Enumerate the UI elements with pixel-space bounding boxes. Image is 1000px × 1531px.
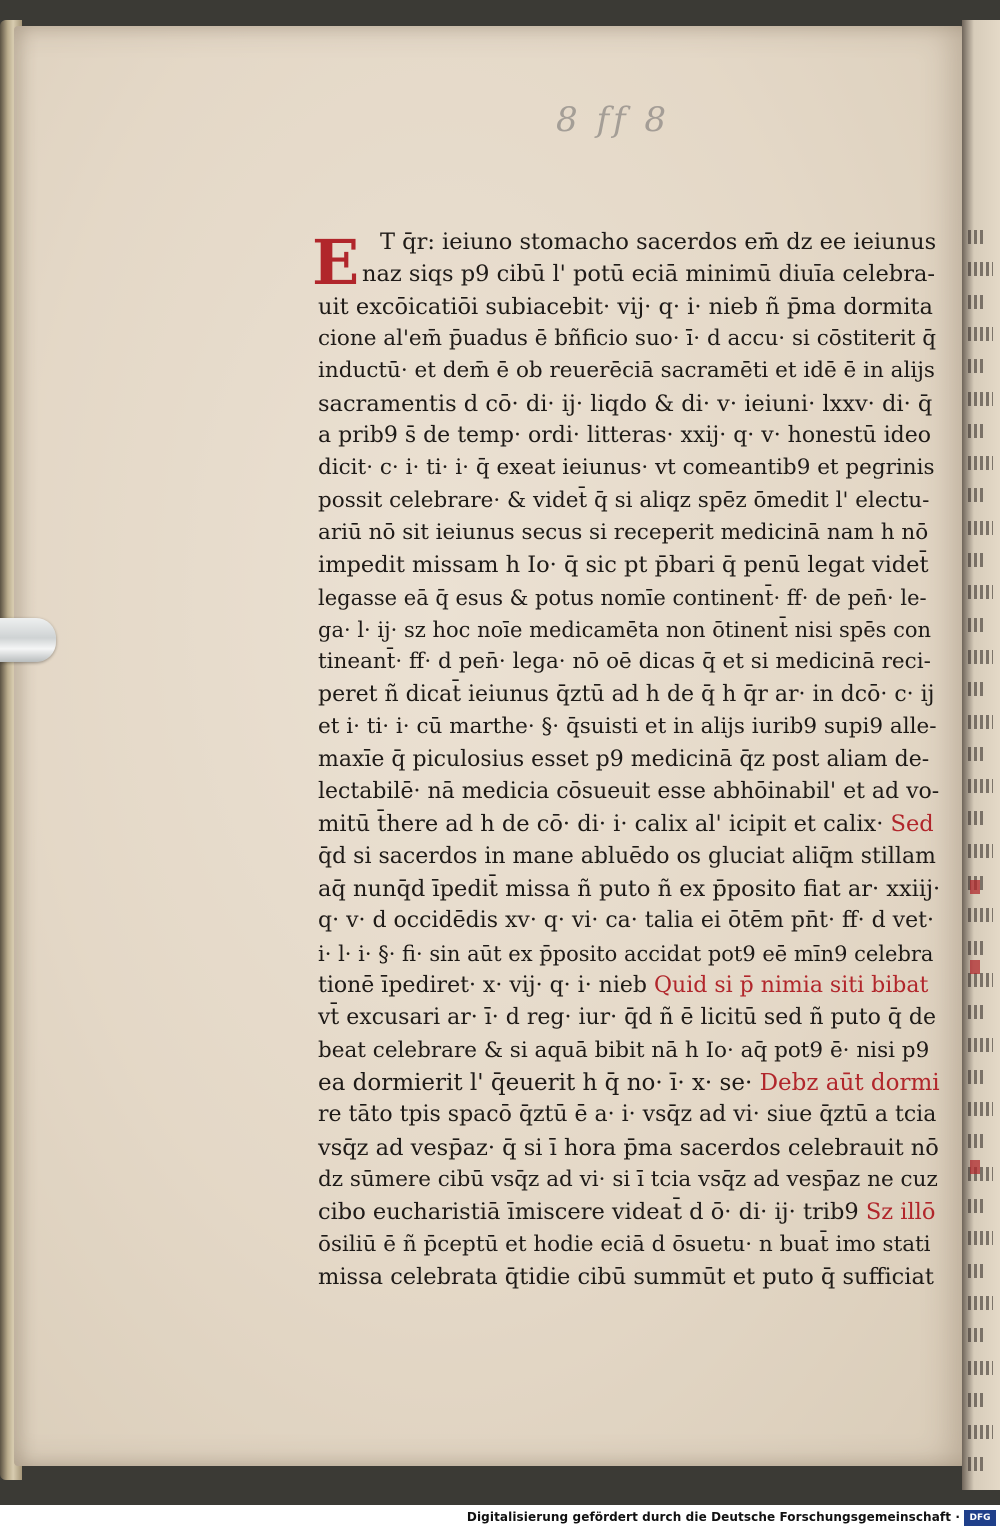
facing-text-line xyxy=(968,1038,993,1052)
text-line: inductū· et dem̄ ē ob reuerēciā sacramēti et idē ē in alijs xyxy=(318,358,935,384)
facing-text-line xyxy=(968,1425,993,1439)
text-line: T q̄r: ieiuno stomacho sacerdos em̄ dz ee ieiunus xyxy=(380,229,937,255)
text-block xyxy=(318,226,940,1293)
facing-text-line xyxy=(968,715,993,729)
facing-text-line xyxy=(968,585,993,599)
text-line: i· l· i· §· fi· sin aūt ex p̄posito accidat pot9 eē mīn9 celebra xyxy=(318,941,934,966)
facing-page-edge xyxy=(962,20,1000,1490)
funding-credit: Digitalisierung gefördert durch die Deutsche Forschungsgemeinschaft · xyxy=(466,1510,960,1524)
facing-text-line xyxy=(968,1393,986,1407)
facing-text-line xyxy=(968,488,986,502)
facing-text-line xyxy=(968,941,986,955)
text-line: uit excōicatiōi subiacebit· vij· q· i· nieb ñ p̄ma dormita xyxy=(318,293,933,320)
facing-text-line xyxy=(968,262,993,276)
facing-text-line xyxy=(968,1264,986,1278)
facing-text-line xyxy=(968,1296,993,1310)
text-line: ōsiliū ē ñ p̄ceptū et hodie eciā d ōsuetu· n buat̄ imo stati xyxy=(318,1231,931,1257)
facing-text-line xyxy=(968,295,986,309)
text-line: possit celebrare· & videt̄ q̄ si aliqz spēz ōmedit l' electu- xyxy=(318,487,930,513)
text-line: beat celebrare & si aquā bibit nā h Io· aq̄ pot9 ē· nisi p9 xyxy=(318,1037,930,1063)
text-line: ga· l· ij· sz hoc noīe medicamēta non ōtinent̄ nisi spēs con xyxy=(318,618,932,643)
decorated-initial: E xyxy=(312,226,360,299)
facing-text-line xyxy=(968,973,993,987)
text-line: cione al'em̄ p̄uadus ē bñficio suo· ī· d accu· si cōstiterit q̄ xyxy=(318,326,937,352)
facing-text-line xyxy=(968,521,993,535)
rubric-text: Sed xyxy=(890,811,934,838)
book-clip xyxy=(0,618,56,662)
text-line: peret ñ dicat̄ ieiunus q̄ztū ad h de q̄ h q̄r ar· in dcō· c· ij xyxy=(318,681,935,707)
footer-bar xyxy=(0,1505,1000,1531)
facing-text-line xyxy=(968,1005,986,1019)
facing-text-line xyxy=(968,1361,993,1375)
facing-rubric-mark xyxy=(970,960,980,974)
text-line: impedit missam h Io· q̄ sic pt p̄bari q̄ penū legat videt̄ xyxy=(318,552,929,579)
facing-text-line xyxy=(968,618,986,632)
text-line: a prib9 s̄ de temp· ordi· litteras· xxij· q· v· honestū ideo xyxy=(318,423,931,449)
text-line: missa celebrata q̄tidie cibū summūt et puto q̄ sufficiat xyxy=(318,1264,934,1290)
text-line: et i· ti· i· cū marthe· §· q̄suisti et in alijs iurib9 supi9 alle- xyxy=(318,714,937,740)
facing-text-line xyxy=(968,230,986,244)
facing-text-line xyxy=(968,747,986,761)
facing-text-line xyxy=(968,327,993,341)
facing-text-line xyxy=(968,1328,986,1342)
text-line: vsq̄z ad vesp̄az· q̄ si ī hora p̄ma sacerdos celebrauit nō xyxy=(318,1134,939,1161)
facing-text-line xyxy=(968,456,993,470)
facing-text-line xyxy=(968,392,993,406)
rubric-text: Debz aūt dormi xyxy=(759,1069,940,1096)
pencil-annotation: 8 ff 8 xyxy=(556,100,671,140)
text-line: q· v· d occidēdis xv· q· vi· ca· talia ei ōtēm pn̄t· ff· d vet· xyxy=(318,908,934,934)
text-line: ea dormierit l' q̄euerit h q̄ no· ī· x· se· Debz aūt dormi xyxy=(318,1069,940,1096)
text-line: maxīe q̄ piculosius esset p9 medicinā q̄z post aliam de- xyxy=(318,746,930,772)
text-line: ariū nō sit ieiunus secus si receperit medicinā nam h nō xyxy=(318,520,929,546)
dfg-logo-icon: DFG xyxy=(964,1510,996,1526)
facing-text-line xyxy=(968,650,993,664)
facing-text-line xyxy=(968,682,986,696)
facing-text-line xyxy=(968,844,993,858)
facing-text-line xyxy=(968,1231,993,1245)
text-line: sacramentis d cō· di· ij· liqdo & di· v· ieiuni· lxxv· di· q̄ xyxy=(318,390,933,417)
rubric-text: Quid si p̄ nimia siti bibat xyxy=(654,972,929,998)
facing-text-line xyxy=(968,908,993,922)
facing-text-line xyxy=(968,1134,986,1148)
text-line: re tāto tpis spacō q̄ztū ē a· i· vsq̄z ad vi· siue q̄ztū a tcia xyxy=(318,1102,937,1128)
facing-text-line xyxy=(968,1070,986,1084)
text-line: lectabilē· nā medicia cōsueuit esse abhōinabil' et ad vo- xyxy=(318,778,940,804)
text-line: q̄d si sacerdos in mane abluēdo os gluciat aliq̄m stillam xyxy=(318,843,936,869)
text-line: tionē īpediret· x· vij· q· i· nieb Quid si p̄ nimia siti bibat xyxy=(318,972,929,998)
text-line: aq̄ nunq̄d īpedit̄ missa ñ puto ñ ex p̄posito fiat ar· xxiij· xyxy=(318,875,941,902)
facing-rubric-mark xyxy=(970,1160,980,1174)
text-line: dz sūmere cibū vsq̄z ad vi· si ī tcia vsq̄z ad vesp̄az ne cuz xyxy=(318,1166,938,1192)
facing-text-line xyxy=(968,779,993,793)
rubric-text: Sz illō xyxy=(865,1199,936,1226)
text-line: mitū t̄here ad h de cō· di· i· calix al' icipit et calix· Sed xyxy=(318,811,934,838)
facing-rubric-mark xyxy=(970,880,980,894)
facing-text-line xyxy=(968,811,986,825)
facing-text-line xyxy=(968,553,986,567)
text-line: tineant̄· ff· d pen̄· lega· nō oē dicas q̄ et si medicinā reci- xyxy=(318,649,931,675)
facing-text-line xyxy=(968,1199,986,1213)
facing-text-line xyxy=(968,1457,986,1471)
facing-text-line xyxy=(968,1102,993,1116)
facing-text-line xyxy=(968,424,986,438)
text-line: cibo eucharistiā īmiscere videat̄ d ō· di· ij· trib9 Sz illō xyxy=(318,1199,936,1226)
facing-text-line xyxy=(968,359,986,373)
text-line: naz siqs p9 cibū l' potū eciā minimū diuīa celebra- xyxy=(362,261,935,288)
text-line: vt̄ excusari ar· ī· d reg· iur· q̄d ñ ē licitū sed ñ puto q̄ de xyxy=(318,1005,936,1031)
text-line: legasse eā q̄ esus & potus nomīe continent̄· ff· de pen̄· le- xyxy=(318,585,927,610)
text-line: dicit· c· i· ti· i· q̄ exeat ieiunus· vt comeantib9 et pegrinis xyxy=(318,455,935,481)
